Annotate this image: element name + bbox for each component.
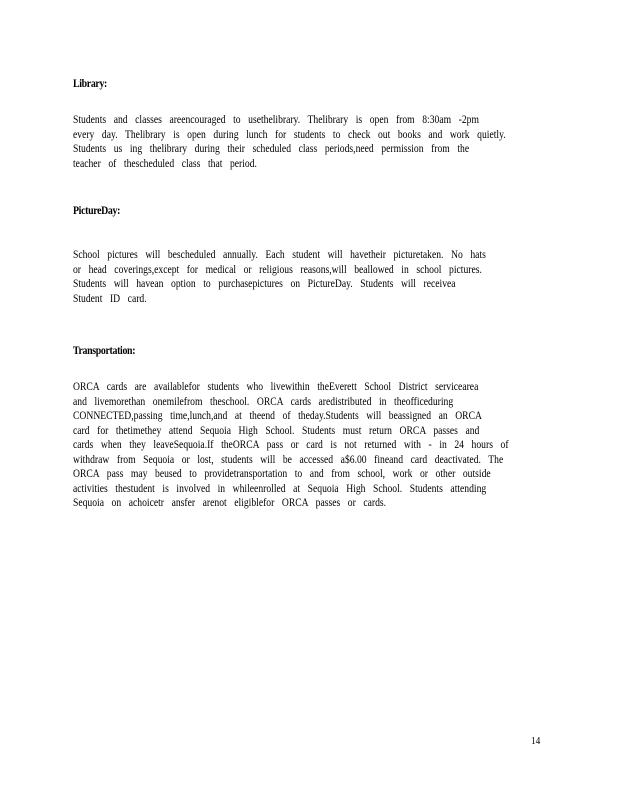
section-heading-transportation: Transportation:	[73, 343, 136, 357]
text-line: Students and classes areencouraged to usethelibrary. Thelibrary is open from 8:30am -2pm	[73, 114, 479, 126]
text-line: Students will havean option to purchasepictures on PictureDay. Students will receivea	[73, 278, 456, 290]
text-line: card for thetimethey attend Sequoia High School. Students must return ORCA passes and	[73, 424, 480, 437]
text-line: Students us ing thelibrary during their scheduled class periods,need permission from the	[73, 143, 470, 155]
text-line: teacher of thescheduled class that period.	[73, 157, 257, 170]
text-line: activities thestudent is involved in whileenrolled at Sequoia High School. Students attending	[73, 482, 487, 495]
section-body-library	[73, 113, 543, 171]
text-line: ORCA cards are availablefor students who livewithin theEverett School District servicearea	[73, 381, 479, 393]
text-line: School pictures will bescheduled annually. Each student will havetheir picturetaken. No hats	[73, 249, 486, 261]
page-number: 14	[531, 735, 541, 747]
text-line: Student ID card.	[73, 292, 147, 305]
text-line: CONNECTED,passing time,lunch,and at theend of theday.Students will beassigned an ORCA	[73, 410, 482, 422]
section-body-picture-day	[73, 248, 543, 306]
section-heading-picture-day: PictureDay:	[73, 203, 121, 217]
text-line: and livemorethan onemilefrom theschool. ORCA cards aredistributed in theofficeduring	[73, 395, 454, 408]
text-line: withdraw from Sequoia or lost, students will be accessed a$6.00 fineand card deactivated. The	[73, 453, 504, 466]
text-line: cards when they leaveSequoia.If theORCA pass or card is not returned with - in 24 hours of	[73, 439, 509, 451]
text-line: or head coverings,except for medical or religious reasons,will beallowed in school pictures.	[73, 263, 482, 276]
section-body-transportation	[73, 380, 543, 511]
text-line: Sequoia on achoicetr ansfer arenot eligiblefor ORCA passes or cards.	[73, 497, 387, 509]
text-line: ORCA pass may beused to providetransportation to and from school, work or other outside	[73, 468, 491, 480]
text-line: every day. Thelibrary is open during lunch for students to check out books and work quietly.	[73, 128, 506, 141]
section-heading-library: Library:	[73, 76, 108, 90]
